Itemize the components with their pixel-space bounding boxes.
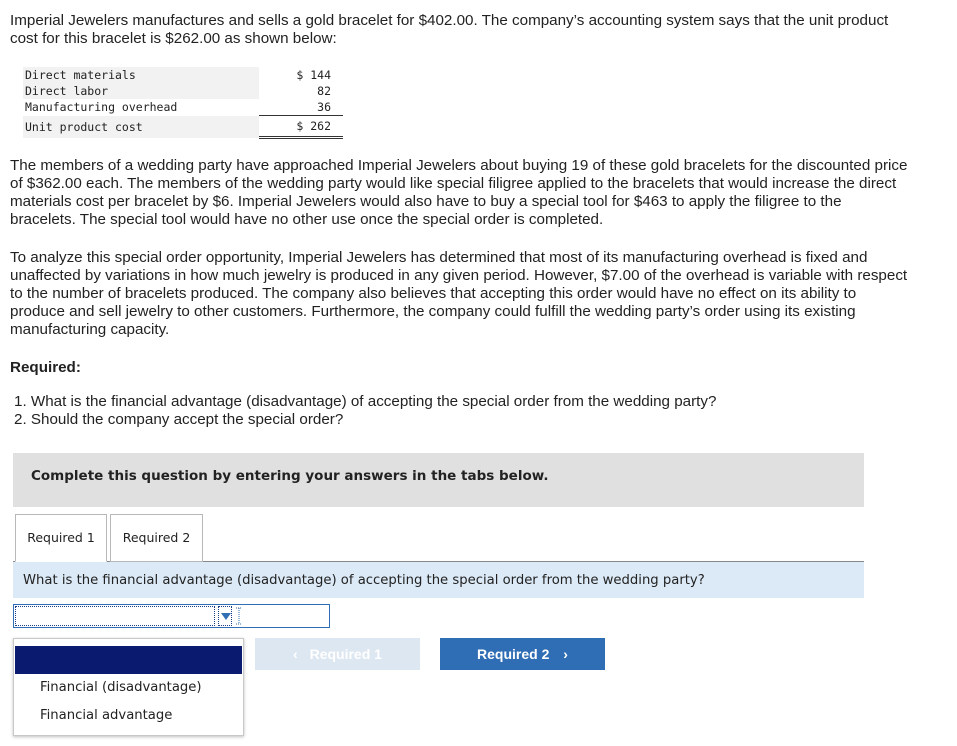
para2-line: materials cost per bracelet by $6. Imperial Jewelers would also have to buy a special tool for $463 to apply the filigree to the: [10, 193, 842, 210]
cost-row-direct-materials: [23, 67, 343, 83]
para2-line: The members of a wedding party have approached Imperial Jewelers about buying 19 of these gold bracelets for the discounted price: [10, 157, 908, 174]
dropdown-option-blank[interactable]: [15, 646, 242, 674]
chevron-left-icon: ‹: [293, 646, 298, 662]
answer-dropdown-list: [13, 638, 244, 736]
wedding-party-paragraph: [10, 157, 950, 229]
prev-required-button[interactable]: [255, 638, 420, 670]
cost-amount: 82: [317, 84, 331, 98]
analysis-paragraph: [10, 249, 950, 339]
dropdown-option[interactable]: Financial (disadvantage): [40, 680, 202, 695]
cost-row-manufacturing-overhead: [23, 99, 343, 116]
answer-select[interactable]: [13, 604, 330, 628]
cost-row-unit-product-cost: [23, 116, 343, 138]
next-required-button[interactable]: [440, 638, 605, 670]
chevron-down-icon[interactable]: [218, 606, 232, 626]
required-list: [14, 393, 954, 429]
para3-line: unaffected by variations in how much jewelry is produced in any given period. However, $7.00 of the overhead is variable with respect: [10, 267, 908, 284]
question-bar: [13, 562, 864, 598]
para3-line: To analyze this special order opportunity, Imperial Jewelers has determined that most of its manufacturing overhead is fixed and: [10, 249, 868, 266]
chevron-right-icon: ›: [563, 646, 568, 662]
cost-amount: $ 144: [296, 68, 331, 82]
para3-line: manufacturing capacity.: [10, 321, 170, 338]
cost-row-direct-labor: [23, 83, 343, 99]
para2-line: bracelets. The special tool would have no other use once the special order is completed.: [10, 211, 604, 228]
text-cursor-icon: [236, 607, 242, 625]
intro-paragraph: [10, 12, 950, 48]
intro-line-1: Imperial Jewelers manufactures and sells a gold bracelet for $402.00. The company’s accounting system says that the unit product: [10, 12, 889, 29]
cost-amount: $ 262: [259, 116, 343, 138]
required-item: 2. Should the company accept the special order?: [14, 411, 344, 428]
select-value-area[interactable]: [15, 606, 215, 626]
intro-line-2: cost for this bracelet is $262.00 as shown below:: [10, 30, 337, 47]
required-item: 1. What is the financial advantage (disadvantage) of accepting the special order from the wedding party?: [14, 393, 717, 410]
para2-line: of $362.00 each. The members of the wedding party would like special filigree applied to the bracelets that would increase the direct: [10, 175, 897, 192]
unit-cost-table: [23, 67, 343, 139]
instruction-text: Complete this question by entering your answers in the tabs below.: [31, 468, 549, 484]
instruction-box: [13, 453, 864, 507]
dropdown-option[interactable]: Financial advantage: [40, 708, 173, 723]
tab-required-2[interactable]: Required 2: [110, 514, 203, 562]
next-button-label: Required 2: [477, 646, 550, 662]
cost-amount: 36: [259, 99, 343, 116]
cost-label: Manufacturing overhead: [25, 100, 178, 115]
question-text: What is the financial advantage (disadvantage) of accepting the special order from the wedding party?: [23, 573, 705, 588]
required-heading: Required:: [10, 359, 81, 376]
prev-button-label: Required 1: [309, 646, 382, 662]
cost-label: Unit product cost: [23, 116, 259, 138]
para3-line: to the number of bracelets produced. The company also believes that accepting this order would have no effect on its ability to: [10, 285, 857, 302]
para3-line: produce and sell jewelry to other customers. Furthermore, the company could fulfill the wedding party’s order using its existing: [10, 303, 856, 320]
tab-required-1[interactable]: Required 1: [15, 514, 107, 562]
cost-label: Direct labor: [23, 83, 259, 99]
cost-label: Direct materials: [23, 67, 259, 83]
